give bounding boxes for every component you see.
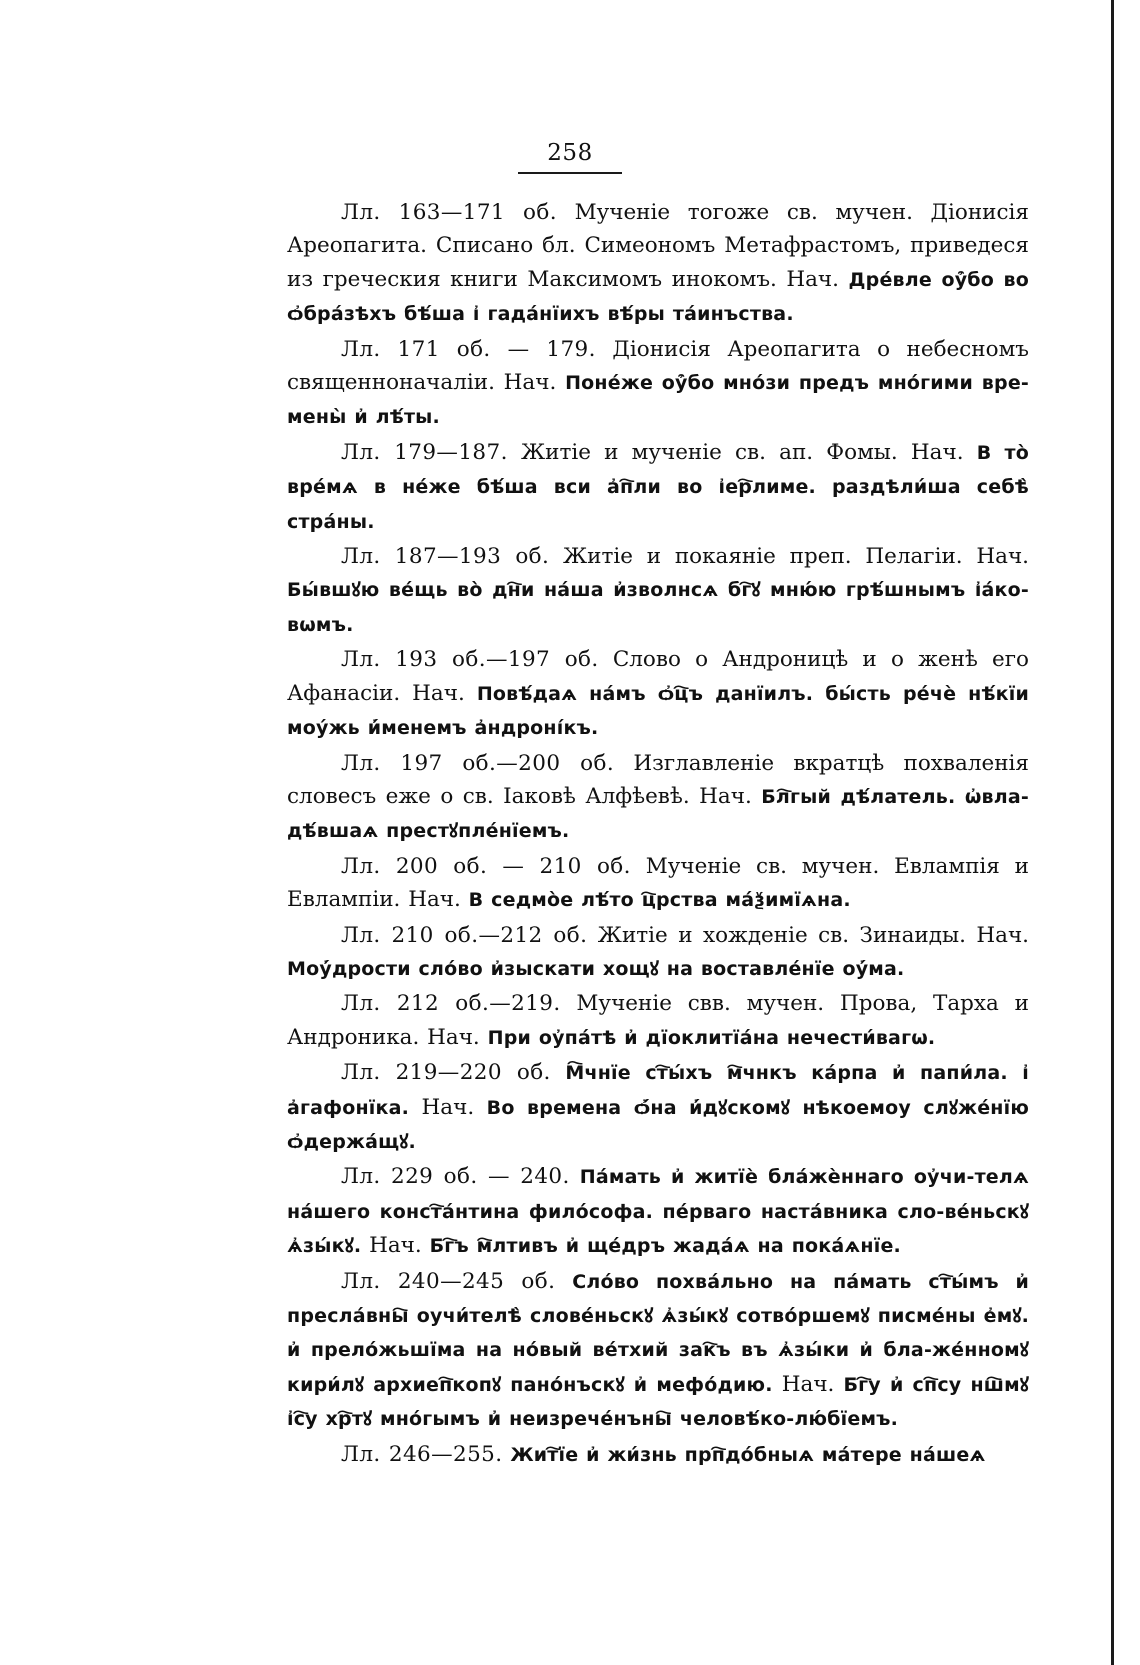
entry-title-slavonic: Сло́во похва́льно на па́мать ст҇ы́мъ и҆ пресла́вны҇ оучи́телѣ̀ слове́ньскꙋ ѧ҆зы́кꙋ сотво́ршемꙋ писме́ны е҆мꙋ. и҆ прело́жьшїма на но́вый ве́тхий зак҇ъ въ ѧ҆зы́ки и҆ бла-же́нномꙋ кири́лꙋ архиеп҇копꙋ пано́нъскꙋ и҆ мефо́дию.: [287, 1270, 1029, 1396]
entry-folio-reference: Лл. 171 об. — 179.: [341, 336, 596, 362]
entry-1: [287, 196, 1029, 332]
entry-10: [287, 1056, 1029, 1159]
entry-description: Слово о Андроницѣ и о женѣ его Афанасіи. Нач.: [287, 647, 1029, 706]
entry-folio-reference: Лл. 197 об.—200 об.: [341, 750, 615, 776]
entry-description: Нач.: [421, 1094, 475, 1120]
page-header: [0, 140, 1140, 174]
entry-folio-reference: Лл. 179—187.: [341, 439, 508, 465]
page-number: 258: [518, 140, 622, 174]
entry-folio-reference: Лл. 240—245 об.: [341, 1268, 556, 1294]
entry-description: Житіе и хожденіе св. Зинаиды. Нач.: [597, 922, 1029, 948]
entry-13: [287, 1438, 1029, 1472]
entry-4: [287, 540, 1029, 642]
entry-folio-reference: Лл. 193 об.—197 об.: [341, 647, 599, 673]
entry-5: [287, 643, 1029, 745]
entry-description: Житіе и мученіе св. ап. Фомы. Нач.: [520, 439, 964, 465]
entry-8: [287, 919, 1029, 987]
entry-description: Житіе и покаяніе преп. Пелагіи. Нач.: [563, 544, 1029, 570]
entry-title-slavonic: Жит҇їе и҆ жи́знь прп҇до́бныѧ ма́тере на́шеѧ: [510, 1443, 986, 1466]
entry-incipit: Бг҇ъ м҇лтивъ и҆ ще́дръ жада́ѧ на пока́ѧнїе.: [429, 1235, 901, 1258]
entry-folio-reference: Лл. 229 об. — 240.: [341, 1164, 570, 1190]
entry-description: Мученіе св. мучен. Евлампія и Евлампіи. Нач.: [287, 853, 1029, 913]
manuscript-description-text: [287, 196, 1029, 1473]
entry-incipit: Повѣ́даѧ на́мъ ѻ҆ц҇ъ данїилъ. бы́сть ре́чѐ нѣ́кїи моу́жь и҆́менемъ а҆ндроні́къ.: [287, 682, 1029, 740]
entry-description: Нач.: [369, 1233, 422, 1259]
entry-description: Мученіе тогоже св. мучен. Діонисія Ареопагита. Списано бл. Симеономъ Метафрастомъ, приведеся из греческия книги Максимомъ инокомъ. Нач.: [287, 200, 1029, 292]
entry-incipit: Во времена ѻ҆́на и҆́дꙋскомꙋ нѣкоемоу слꙋже́нїю ѻ҆держа́щꙋ.: [287, 1096, 1030, 1153]
entry-6: [287, 747, 1029, 849]
entry-incipit: Дре́вле оу҆̑бо во ѻ҆бра́зѣхъ бѣ́ша і҆ гада́нїихъ вѣ́ры та́инъства.: [287, 268, 1029, 326]
entry-9: [287, 987, 1029, 1055]
entry-folio-reference: Лл. 212 об.—219.: [341, 991, 561, 1017]
entry-incipit: Поне́же оу҆̑бо мно́зи предъ мно́гими вре-мены̀ и҆ лѣ́ты.: [287, 372, 1029, 429]
entry-3: [287, 436, 1029, 539]
entry-incipit: В то̀ вре́мѧ в не́же бѣ́ша вси а҆п҇ли во і҆ер҇лиме. раздѣли́ша себѣ̀ стра́ны.: [287, 441, 1029, 533]
entry-description: Діонисія Ареопагита о небесномъ священноначаліи. Нач.: [287, 336, 1029, 396]
entry-11: [287, 1160, 1029, 1263]
entry-folio-reference: Лл. 200 об. — 210 об.: [341, 853, 631, 879]
entry-description: Мученіе свв. мучен. Прова, Тарха и Андроника. Нач.: [287, 991, 1029, 1050]
entry-incipit: При оу҆па́тѣ и҆ дїоклитїа́на нечести́вагѡ.: [487, 1026, 936, 1049]
entry-incipit: Моу҆́дрости сло́во и҆зыскати хощꙋ на воставле́нїе оу҆́ма.: [287, 957, 905, 980]
entry-folio-reference: Лл. 187—193 об.: [341, 544, 550, 570]
entry-incipit: Бг҇у и҆ сп҇су нш҇мꙋ і҆с҇у хр҇тꙋ мно́гымъ и҆ неизрече́нъны҇ человѣ́ко-лю́бїемъ.: [287, 1373, 1030, 1431]
entry-incipit: Бы́вшꙋю ве́щь во̀ дн҇и на́ша и҆зволнсѧ бг҇ꙋ мню́ю грѣ́шнымъ і҆а́ко-вѡмъ.: [287, 579, 1029, 636]
entry-folio-reference: Лл. 219—220 об.: [341, 1060, 551, 1086]
entry-description: Нач.: [781, 1371, 835, 1397]
entry-incipit: Бл҇гый дѣ́латель. ѡ҆вла-дѣ́вшаѧ престꙋпле́нїемъ.: [287, 785, 1029, 843]
page-edge-line: [1111, 0, 1114, 1665]
entry-12: [287, 1265, 1029, 1437]
entry-description: Изглавленіе вкратцѣ похваленія словесъ еже о св. Іаковѣ Алфѣевѣ. Нач.: [287, 750, 1029, 809]
entry-folio-reference: Лл. 163—171 об.: [341, 200, 557, 225]
entry-folio-reference: Лл. 246—255.: [341, 1441, 503, 1467]
entry-7: [287, 850, 1029, 918]
entry-folio-reference: Лл. 210 об.—212 об.: [341, 922, 588, 948]
entry-incipit: В седмо̀е лѣ́то ц҇рства ма́ѯимїѧна.: [468, 889, 851, 912]
entry-title-slavonic: М҇чнїе ст҇ы́хъ м҇чнкъ ка́рпа и҆ папи́ла. і҆ а҆гафонїка.: [287, 1062, 1029, 1119]
entry-2: [287, 333, 1029, 435]
entry-title-slavonic: Па́мать и҆ житїѐ бла́жѐннаго оу҆чи-телѧ на́шего конст҇а́нтина фило́софа. пе́рваго наста́вника сло-ве́ньскꙋ ѧ҆зы́кꙋ.: [287, 1166, 1029, 1258]
